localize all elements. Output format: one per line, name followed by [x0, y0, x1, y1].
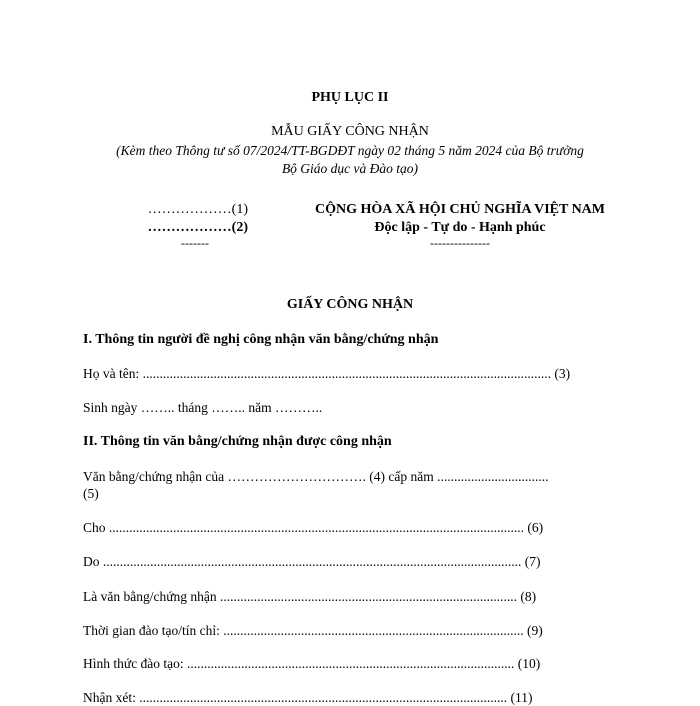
- attachment-note-line1: (Kèm theo Thông tư số 07/2024/TT-BGDĐT ngày 02 tháng 5 năm 2024 của Bộ trưởng: [116, 143, 584, 158]
- training-time-field: Thời gian đào tạo/tín chỉ: ......................................................................................... (9): [83, 623, 543, 638]
- by-field: Do ............................................................................................................................ (7): [83, 554, 541, 569]
- remarks-field: Nhận xét: ............................................................................................................. (11): [83, 690, 533, 705]
- fullname-field: Họ và tên: ......................................................................................................................... (3): [83, 366, 571, 381]
- diploma-of-field-continued: (5): [83, 486, 99, 501]
- issuing-authority-line2: ………………(2): [147, 220, 248, 235]
- attachment-note-line2: Bộ Giáo dục và Đào tạo): [281, 161, 419, 176]
- appendix-title: PHỤ LỤC II: [311, 90, 389, 105]
- document-title: GIẤY CÔNG NHẬN: [286, 297, 414, 312]
- left-header-underline: -------: [181, 236, 209, 250]
- dob-field: Sinh ngày …….. tháng …….. năm ………..: [83, 400, 323, 415]
- national-motto: Độc lập - Tự do - Hạnh phúc: [374, 220, 546, 235]
- diploma-type-field: Là văn bằng/chứng nhận ........................................................................................ (8): [83, 589, 537, 604]
- diploma-of-field: Văn bằng/chứng nhận của …………………………. (4) cấp năm .................................: [83, 469, 549, 484]
- section2-heading: II. Thông tin văn bằng/chứng nhận được công nhận: [83, 434, 392, 449]
- for-field: Cho ........................................................................................................................... (6): [83, 520, 544, 535]
- section1-heading: I. Thông tin người đề nghị công nhận văn bằng/chứng nhận: [83, 332, 439, 347]
- training-form-field: Hình thức đào tạo: ................................................................................................. (10): [83, 656, 541, 671]
- right-header-underline: ---------------: [430, 236, 490, 250]
- form-name: MẪU GIẤY CÔNG NHẬN: [271, 124, 429, 139]
- issuing-authority-line1: ………………(1): [147, 202, 248, 217]
- country-name: CỘNG HÒA XÃ HỘI CHỦ NGHĨA VIỆT NAM: [314, 202, 605, 217]
